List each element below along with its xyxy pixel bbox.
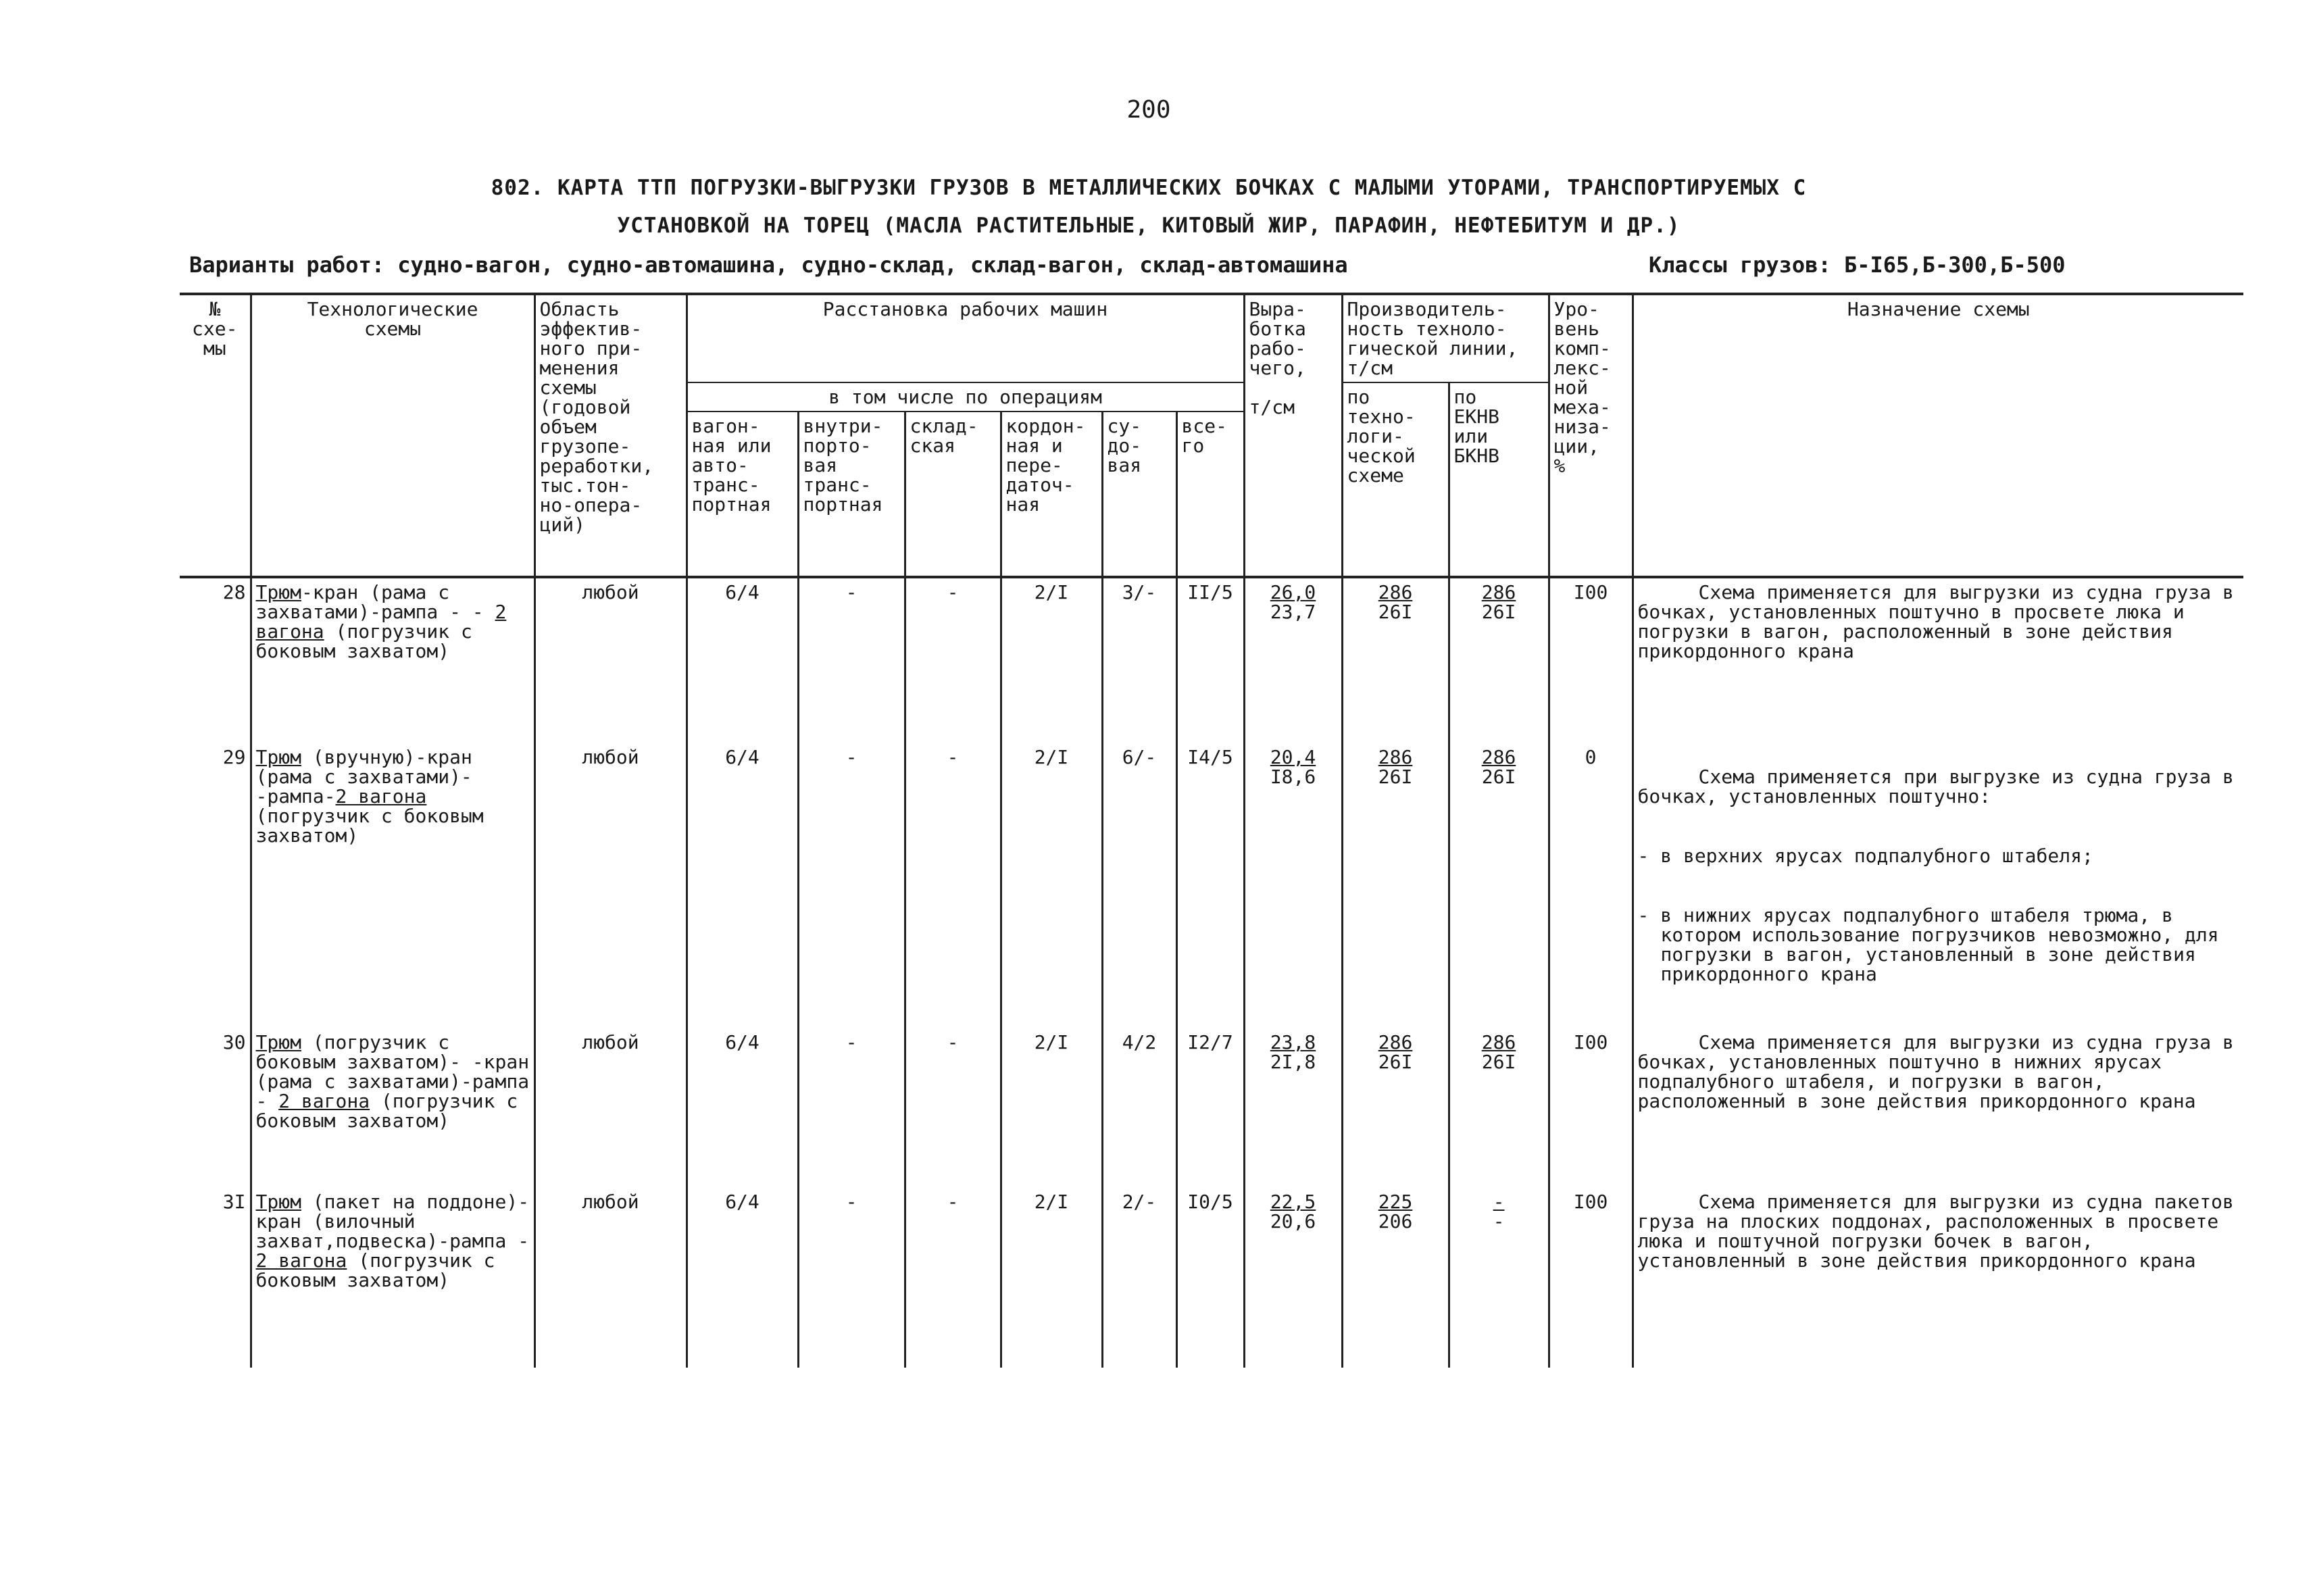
- work-variants: Варианты работ: судно-вагон, судно-автомашина, судно-склад, склад-вагон, склад-автомашина: [189, 252, 1348, 278]
- header-output: Выра- ботка рабо- чего, т/см: [1244, 294, 1342, 577]
- scheme-wagons: 2 вагона: [335, 785, 427, 807]
- prod-scheme-numerator: 286: [1378, 1031, 1413, 1053]
- purpose-cell: [1633, 743, 2243, 1028]
- technology-card-table: [180, 293, 2243, 1368]
- prod-scheme-numerator: 225: [1378, 1191, 1413, 1213]
- purpose-text: Схема применяется для выгрузки из судна груза в бочках, установленных поштучно в просвете люка и погрузки в вагон, расположенный в зоне действия прикордонного крана: [1637, 581, 2234, 662]
- prod-scheme-denominator: 26I: [1378, 1051, 1413, 1073]
- page-number: 200: [1126, 96, 1171, 124]
- scheme-description: [251, 1188, 534, 1368]
- scheme-tail: (погрузчик с боковым захватом): [255, 805, 484, 847]
- prod-scheme-cell: [1342, 743, 1449, 1028]
- op-wagon-cell: 6/4: [687, 1028, 798, 1188]
- scheme-rest: (вручную)-кран (рама с захватами)- -рампа-: [255, 746, 472, 807]
- scheme-description: [251, 743, 534, 1028]
- scheme-rest: (погрузчик с боковым захватом)- -кран (рама с захватами)-рампа -: [255, 1031, 530, 1112]
- scheme-wagons: 2 вагона: [255, 1249, 347, 1272]
- prod-scheme-denominator: 206: [1378, 1210, 1413, 1232]
- header-op-warehouse: склад- ская: [905, 412, 1001, 577]
- op-ship-cell: 6/-: [1102, 743, 1176, 1028]
- table-row: [180, 743, 2243, 1028]
- area-cell: любой: [534, 577, 687, 743]
- prod-scheme-denominator: 26I: [1378, 601, 1413, 623]
- op-total-cell: I4/5: [1176, 743, 1244, 1028]
- header-including: в том числе по операциям: [687, 382, 1244, 412]
- header-prod-by-scheme: по техно- логи- ческой схеме: [1342, 382, 1449, 577]
- output-cell: [1244, 1028, 1342, 1188]
- op-warehouse-cell: -: [905, 577, 1001, 743]
- output-cell: [1244, 1188, 1342, 1368]
- output-cell: [1244, 577, 1342, 743]
- header-purpose: Назначение схемы: [1633, 294, 2243, 577]
- header-placement: Расстановка рабочих машин: [687, 294, 1244, 382]
- prod-scheme-cell: [1342, 577, 1449, 743]
- table-row: [180, 1028, 2243, 1188]
- op-warehouse-cell: -: [905, 1028, 1001, 1188]
- header-tech-schemes: Технологические схемы: [251, 294, 534, 577]
- scheme-description: [251, 577, 534, 743]
- mech-level-cell: I00: [1549, 1028, 1633, 1188]
- mech-level-cell: I00: [1549, 577, 1633, 743]
- header-area: Область эффектив- ного при- менения схемы (годовой объем грузопе- реработки, тыс.тон- но-опера- ций): [534, 294, 687, 577]
- op-total-cell: II/5: [1176, 577, 1244, 743]
- header-op-intraport: внутри- порто- вая транс- портная: [798, 412, 905, 577]
- prod-ekhnv-numerator: 286: [1481, 746, 1516, 768]
- table-row: [180, 1188, 2243, 1368]
- op-ship-cell: 3/-: [1102, 577, 1176, 743]
- purpose-text: Схема применяется для выгрузки из судна груза в бочках, установленных поштучно в нижних ярусах подпалубного штабеля, и погрузки в вагон, расположенный в зоне действия прикордонного крана: [1637, 1031, 2234, 1112]
- purpose-item: - в верхних ярусах подпалубного штабеля;: [1637, 845, 2093, 867]
- purpose-cell: [1633, 1188, 2243, 1368]
- op-ship-cell: 2/-: [1102, 1188, 1176, 1368]
- op-wagon-cell: 6/4: [687, 743, 798, 1028]
- output-numerator: 22,5: [1270, 1191, 1316, 1213]
- mech-level-cell: I00: [1549, 1188, 1633, 1368]
- scheme-number: 3I: [180, 1188, 251, 1368]
- scheme-wagons: 2 вагона: [255, 601, 507, 643]
- op-wagon-cell: 6/4: [687, 577, 798, 743]
- header-op-ship: су- до- вая: [1102, 412, 1176, 577]
- op-warehouse-cell: -: [905, 743, 1001, 1028]
- op-ship-cell: 4/2: [1102, 1028, 1176, 1188]
- scheme-number: 30: [180, 1028, 251, 1188]
- prod-ekhnv-denominator: 26I: [1481, 766, 1516, 788]
- op-cordon-cell: 2/I: [1001, 743, 1102, 1028]
- mech-level-cell: 0: [1549, 743, 1633, 1028]
- prod-ekhnv-numerator: 286: [1481, 1031, 1516, 1053]
- scheme-wagons: 2 вагона: [278, 1090, 370, 1112]
- document-title: [203, 169, 2095, 245]
- op-cordon-cell: 2/I: [1001, 1028, 1102, 1188]
- op-cordon-cell: 2/I: [1001, 577, 1102, 743]
- op-intraport-cell: -: [798, 743, 905, 1028]
- op-warehouse-cell: -: [905, 1188, 1001, 1368]
- output-numerator: 26,0: [1270, 581, 1316, 603]
- scheme-rest: -кран (рама с захватами)-рампа - -: [255, 581, 495, 623]
- header-op-wagon: вагон- ная или авто- транс- портная: [687, 412, 798, 577]
- title-line-1: 802. КАРТА ТТП ПОГРУЗКИ-ВЫГРУЗКИ ГРУЗОВ В МЕТАЛЛИЧЕСКИХ БОЧКАХ С МАЛЫМИ УТОРАМИ, ТРАНСПОРТИРУЕМЫХ С: [491, 176, 1807, 200]
- output-cell: [1244, 743, 1342, 1028]
- header-mech-level: Уро- вень комп- лекс- ной меха- низа- ции, %: [1549, 294, 1633, 577]
- op-cordon-cell: 2/I: [1001, 1188, 1102, 1368]
- area-cell: любой: [534, 1188, 687, 1368]
- scheme-tail: (погрузчик с боковым захватом): [255, 1249, 495, 1291]
- prod-scheme-numerator: 286: [1378, 581, 1413, 603]
- header-prod-by-ekhnv: по ЕКНВ или БКНВ: [1449, 382, 1549, 577]
- area-cell: любой: [534, 743, 687, 1028]
- scheme-rest: (пакет на поддоне)-кран (вилочный захват,подвеска)-рампа -: [255, 1191, 530, 1252]
- area-cell: любой: [534, 1028, 687, 1188]
- op-intraport-cell: -: [798, 1028, 905, 1188]
- prod-ekhnv-cell: [1449, 743, 1549, 1028]
- scheme-tail: (погрузчик с боковым захватом): [255, 1090, 518, 1132]
- prod-scheme-cell: [1342, 1028, 1449, 1188]
- prod-scheme-denominator: 26I: [1378, 766, 1413, 788]
- prod-scheme-cell: [1342, 1188, 1449, 1368]
- purpose-cell: [1633, 577, 2243, 743]
- op-intraport-cell: -: [798, 577, 905, 743]
- header-scheme-no: № схе- мы: [180, 294, 251, 577]
- scheme-number: 29: [180, 743, 251, 1028]
- cargo-classes: Классы грузов: Б-I65,Б-300,Б-500: [1649, 252, 2066, 278]
- op-total-cell: I2/7: [1176, 1028, 1244, 1188]
- output-denominator: 20,6: [1270, 1210, 1316, 1232]
- purpose-cell: [1633, 1028, 2243, 1188]
- header-op-cordon: кордон- ная и пере- даточ- ная: [1001, 412, 1102, 577]
- prod-ekhnv-denominator: 26I: [1481, 1051, 1516, 1073]
- prod-ekhnv-denominator: -: [1493, 1210, 1505, 1232]
- header-productivity: Производитель- ность техноло- гической линии, т/см: [1342, 294, 1549, 382]
- output-denominator: 2I,8: [1270, 1051, 1316, 1073]
- prod-ekhnv-numerator: -: [1493, 1191, 1505, 1213]
- op-wagon-cell: 6/4: [687, 1188, 798, 1368]
- prod-scheme-numerator: 286: [1378, 746, 1413, 768]
- output-numerator: 20,4: [1270, 746, 1316, 768]
- output-denominator: I8,6: [1270, 766, 1316, 788]
- scheme-lead: Трюм: [255, 746, 301, 768]
- purpose-text: Схема применяется для выгрузки из судна пакетов груза на плоских поддонах, расположенных в просвете люка и поштучной погрузки бочек в вагон, установленный в зоне действия прикордонного крана: [1637, 1191, 2234, 1272]
- scheme-lead: Трюм: [255, 581, 301, 603]
- scheme-lead: Трюм: [255, 1031, 301, 1053]
- purpose-item: - в нижних ярусах подпалубного штабеля трюма, в котором использование погрузчиков невозможно, для погрузки в вагон, установленный в зоне действия прикордонного крана: [1637, 904, 2219, 985]
- prod-ekhnv-numerator: 286: [1481, 581, 1516, 603]
- prod-ekhnv-denominator: 26I: [1481, 601, 1516, 623]
- scheme-number: 28: [180, 577, 251, 743]
- title-line-2: УСТАНОВКОЙ НА ТОРЕЦ (МАСЛА РАСТИТЕЛЬНЫЕ, КИТОВЫЙ ЖИР, ПАРАФИН, НЕФТЕБИТУМ И ДР.): [617, 214, 1681, 238]
- purpose-text: Схема применяется при выгрузке из судна груза в бочках, установленных поштучно:: [1637, 766, 2234, 807]
- op-total-cell: I0/5: [1176, 1188, 1244, 1368]
- op-intraport-cell: -: [798, 1188, 905, 1368]
- prod-ekhnv-cell: [1449, 1188, 1549, 1368]
- output-denominator: 23,7: [1270, 601, 1316, 623]
- table-row: [180, 577, 2243, 743]
- prod-ekhnv-cell: [1449, 1028, 1549, 1188]
- scheme-description: [251, 1028, 534, 1188]
- prod-ekhnv-cell: [1449, 577, 1549, 743]
- scheme-tail: (погрузчик с боковым захватом): [255, 620, 472, 662]
- scheme-lead: Трюм: [255, 1191, 301, 1213]
- output-numerator: 23,8: [1270, 1031, 1316, 1053]
- header-op-total: все- го: [1176, 412, 1244, 577]
